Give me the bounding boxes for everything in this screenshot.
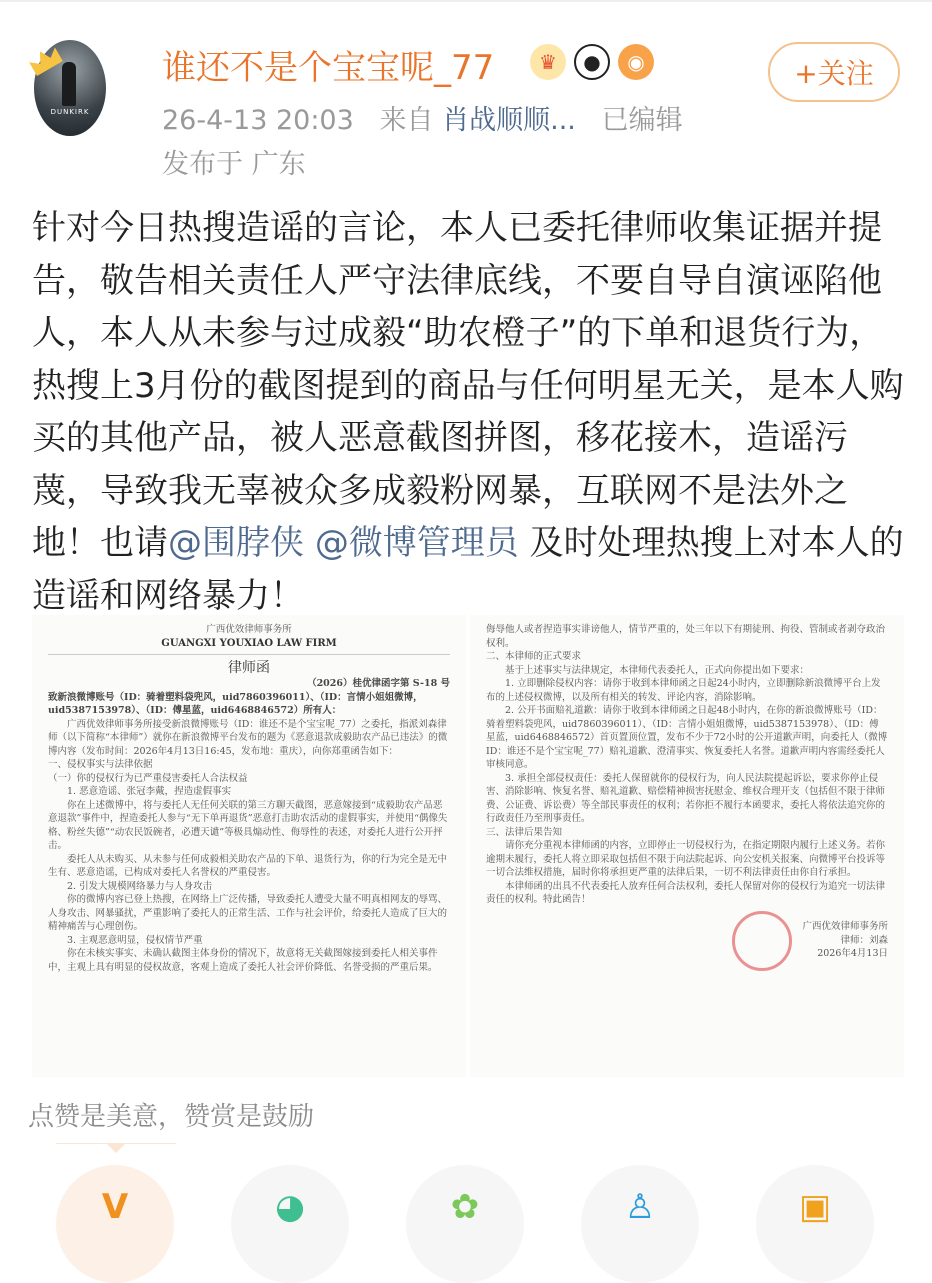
mention-link[interactable]: @围脖侠 <box>168 523 304 563</box>
timestamp: 26-4-13 20:03 <box>162 105 354 136</box>
paragraph: 2. 引发大规模网络暴力与人身攻击 <box>67 880 213 892</box>
paragraph: 侮辱他人或者捏造事实诽谤他人，情节严重的，处三年以下有期徒刑、拘役、管制或者剥夺政治权利。 <box>486 624 886 649</box>
firm-seal-stamp <box>732 911 792 971</box>
signature-text <box>802 920 888 961</box>
avatar[interactable] <box>30 36 106 136</box>
location: 发布于 广东 <box>162 149 306 180</box>
section-heading: （一）你的侵权行为已严重侵害委托人合法权益 <box>48 772 248 784</box>
username[interactable]: 谁还不是个宝宝呢_77 <box>162 48 495 88</box>
follow-button[interactable]: +关注 <box>768 42 900 102</box>
qq-icon[interactable]: ♙ <box>581 1165 699 1283</box>
paragraph: 基于上述事实与法律规定，本律师代表委托人，正式向你提出如下要求： <box>505 664 810 676</box>
signature-firm: 广西优效律师事务所 <box>802 921 888 933</box>
firm-name-en: GUANGXI YOUXIAO LAW FIRM <box>48 637 450 656</box>
paragraph: 请你充分重视本律师函的内容，立即停止一切侵权行为，在指定期限内履行上述义务。若你逾期未履行，委托人将立即采取包括但不限于向法院起诉、向公安机关报案、向微博平台投诉等一切合法维权措施，届时你将承担更严重的法律后果，一切不利法律责任由你自行承担。 <box>486 840 886 878</box>
body-text: 及时处理热搜上对本人的造谣和网络暴力！ <box>32 523 904 616</box>
paragraph: 你在未核实事实、未确认截图主体身份的情况下，故意将无关截图嫁接到委托人相关事件中，主观上具有明显的侵权故意，客观上造成了委托人社会评价降低、名誉受损的严重后果。 <box>48 948 438 973</box>
signature-date: 2026年4月13日 <box>817 948 888 960</box>
paragraph: 2. 公开书面赔礼道歉：请你于收到本律师函之日起48小时内，在你的新浪微博账号（ID：骑着塑料袋兜风，uid7860396011）、（ID：言情小姐姐微博，uid5387153978）、（ID：傅星蓝，uid6468846572）首页置顶位置，发布不少于72小时的公开道歉声明，向委托人（微博ID：谁还不是个宝宝呢_77）赔礼道歉、澄清事实、恢复委托人名誉。道歉声明内容需经委托人审核同意。 <box>486 705 888 770</box>
fish-badge-icon[interactable]: ◉ <box>618 44 654 80</box>
avatar-image: DUNKIRK <box>34 40 106 136</box>
source-link[interactable]: 肖战顺顺... <box>442 105 576 136</box>
section-heading: 二、本律师的正式要求 <box>486 651 582 662</box>
mention-link[interactable]: @微博管理员 <box>314 523 519 563</box>
paragraph: 3. 主观恶意明显，侵权情节严重 <box>67 934 203 946</box>
letter-number: （2026）桂优律函字第 S-18 号 <box>307 678 450 689</box>
reward-tip: 点赞是美意，赞赏是鼓励 <box>28 1102 315 1132</box>
section-heading: 三、法律后果告知 <box>486 826 563 838</box>
top-divider <box>0 0 932 2</box>
wechat-icon[interactable]: ◕ <box>231 1165 349 1283</box>
tip-pointer <box>56 1143 176 1144</box>
letter-title: 律师函 <box>228 660 270 676</box>
paragraph: 3. 承担全部侵权责任：委托人保留就你的侵权行为，向人民法院提起诉讼，要求你停止侵害、消除影响、恢复名誉、赔礼道歉、赔偿精神损害抚慰金、维权合理开支（包括但不限于律师费、公证费、诉讼费）等全部民事责任的权利；若你拒不履行本函要求，委托人将依法追究你的行政责任乃至刑事责任。 <box>486 772 886 824</box>
paragraph: 广西优效律师事务所接受新浪微博账号（ID：谁还不是个宝宝呢_77）之委托，指派刘森律师（以下简称“本律师”）就你在新浪微博平台发布的题为《恶意退款成毅助农产品已违法》的微博内容（发布时间：2026年4月13日16:45，发布地：重庆），向你郑重函告如下： <box>48 718 448 757</box>
post-image-letter-page-1[interactable] <box>32 615 466 1077</box>
weibo-pay-icon[interactable]: V <box>56 1165 174 1283</box>
signature-block <box>486 911 888 971</box>
post-meta <box>162 98 683 137</box>
paragraph: 你的微博内容已登上热搜，在网络上广泛传播，导致委托人遭受大量不明真相网友的辱骂、人身攻击、网暴骚扰，严重影响了委托人的正常生活、工作与社会评价，给委托人造成了巨大的精神痛苦与心理创伤。 <box>48 894 448 932</box>
paragraph: 你在上述微博中，将与委托人无任何关联的第三方聊天截图，恶意嫁接到“成毅助农产品恶意退款”事件中，捏造委托人参与“无下单再退货”恶意打击助农活动的虚假事实，并使用“偶像失格、粉丝失德”“动农民饭碗者，必遭天谴”等极具煽动性、侮辱性的表述，对委托人进行公开抨击。 <box>48 799 448 851</box>
crown-badge-icon[interactable]: ♛ <box>530 44 566 80</box>
post-body <box>32 202 904 622</box>
save-image-icon[interactable]: ▣ <box>756 1165 874 1283</box>
paragraph: 本律师函的出具不代表委托人放弃任何合法权利，委托人保留对你的侵权行为追究一切法律责任的权利。特此函告！ <box>486 880 886 905</box>
section-heading: 一、侵权事实与法律依据 <box>48 759 153 770</box>
panda-badge-icon[interactable]: ● <box>574 44 610 80</box>
signature-lawyer: 律师：刘森 <box>840 934 888 946</box>
from-label: 来自 <box>379 105 434 136</box>
post-image-letter-page-2[interactable] <box>470 615 904 1077</box>
paragraph: 1. 恶意造谣、张冠李戴，捏造虚假事实 <box>67 786 232 797</box>
firm-name: 广西优效律师事务所 <box>206 624 292 635</box>
moments-icon[interactable]: ✿ <box>406 1165 524 1283</box>
paragraph: 委托人从未购买、从未参与任何成毅相关助农产品的下单、退货行为，你的行为完全是无中生有、恶意造谣，已构成对委托人名誉权的严重侵害。 <box>48 853 448 878</box>
addressee: 致新浪微博账号（ID：骑着塑料袋兜风，uid7860396011）、（ID：言情小姐姐微博，uid5387153978）、（ID：傅星蓝，uid6468846572）所有人： <box>48 691 423 716</box>
body-text: 针对今日热搜造谣的言论，本人已委托律师收集证据并提告，敬告相关责任人严守法律底线，不要自导自演诬陷他人，本人从未参与过成毅“助农橙子”的下单和退货行为，热搜上3月份的截图提到的商品与任何明星无关，是本人购买的其他产品，被人恶意截图拼图，移花接木，造谣污蔑，导致我无辜被众多成毅粉网暴，互联网不是法外之地！也请 <box>32 208 904 563</box>
user-badges <box>530 44 654 80</box>
paragraph: 1. 立即删除侵权内容：请你于收到本律师函之日起24小时内，立即删除新浪微博平台上发布的上述侵权微博，以及所有相关的转发、评论内容，消除影响。 <box>486 678 881 703</box>
edited-label[interactable]: 已编辑 <box>601 105 683 136</box>
